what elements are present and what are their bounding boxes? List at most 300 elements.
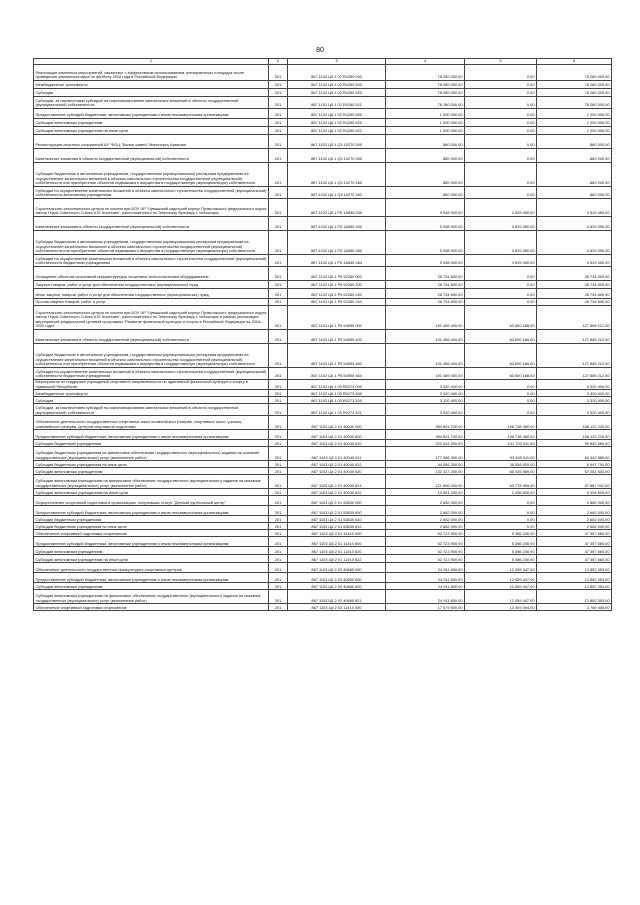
row-amount-total: 2 682 000,00: [386, 523, 465, 530]
row-code: 201: [269, 430, 288, 440]
row-amount-remaining: 3 320 400,00: [537, 390, 612, 397]
row-amount-remaining: 4 529 450,00: [537, 199, 612, 217]
row-kbk: 867 1102 Ц5 1 Q3 10270 000: [288, 135, 386, 149]
column-number: 2: [269, 59, 288, 65]
table-row: [34, 231, 612, 255]
row-amount-total: 9 058 900,00: [386, 199, 465, 217]
table-row: [34, 555, 612, 563]
table-row: [34, 523, 612, 530]
row-amount-remaining: 158 122 220,00: [537, 430, 612, 440]
table-row: [34, 119, 612, 127]
row-code: 201: [269, 330, 288, 344]
row-code: 201: [269, 299, 288, 306]
table-row: [34, 390, 612, 397]
row-name: Субсидии бюджетным учреждениям: [34, 516, 269, 523]
row-amount-remaining: 26 734 600,00: [537, 299, 612, 306]
row-kbk: 867 1102 Ц5 1 Q3 10270 462: [288, 187, 386, 199]
row-amount-executed: 0,00: [465, 127, 537, 135]
row-code: 201: [269, 563, 288, 573]
table-row: [34, 149, 612, 163]
row-kbk: 867 1102 Ц5 1 P5 52280 200: [288, 281, 386, 289]
row-amount-remaining: 26 734 600,00: [537, 281, 612, 289]
row-code: 201: [269, 461, 288, 468]
row-amount-executed: 5 366 240,00: [465, 547, 537, 555]
row-amount-executed: 0,00: [465, 65, 537, 81]
row-kbk: 867 1103 Ц5 2 02 40660 600: [288, 573, 386, 583]
row-amount-total: 880 000,00: [386, 149, 465, 163]
row-kbk: 867 1102 Ц5 1 02 R4260 500: [288, 81, 386, 89]
row-code: 201: [269, 530, 288, 537]
row-kbk: 867 1102 Ц6 1 03 R0273 521: [288, 404, 386, 416]
row-code: 201: [269, 199, 288, 217]
row-kbk: 867 1103 Ц5 2 02 40660 621: [288, 590, 386, 604]
row-code: 201: [269, 368, 288, 380]
row-amount-total: 24 911 800,00: [386, 573, 465, 583]
row-amount-remaining: 3 320 400,00: [537, 404, 612, 416]
page-number: 80: [316, 47, 324, 54]
table-row: [34, 583, 612, 590]
row-amount-executed: 12 059 447,00: [465, 590, 537, 604]
row-code: 201: [269, 289, 288, 299]
row-name: Субсидии бюджетным учреждениям на иные цели: [34, 523, 269, 530]
row-code: 201: [269, 149, 288, 163]
row-amount-executed: 0,00: [465, 380, 537, 390]
row-amount-executed: 12 059 447,00: [465, 573, 537, 583]
row-name: Субсидии автономным учреждениям: [34, 583, 269, 590]
row-amount-total: 121 666 000,00: [386, 475, 465, 489]
row-code: 201: [269, 306, 288, 330]
row-amount-total: 2 682 000,00: [386, 496, 465, 506]
row-amount-remaining: 47 357 660,00: [537, 530, 612, 537]
row-name: Субсидии автономным учреждениям на иные цели: [34, 489, 269, 496]
row-amount-remaining: 880 000,00: [537, 149, 612, 163]
row-amount-remaining: 47 357 660,00: [537, 537, 612, 547]
row-amount-executed: 63 600 188,00: [465, 330, 537, 344]
row-amount-executed: 0,00: [465, 289, 537, 299]
row-name: Субсидии автономным учреждениям на иные цели: [34, 127, 269, 135]
row-amount-executed: 93 645 411,00: [465, 447, 537, 461]
row-amount-remaining: 127 889 212,00: [537, 368, 612, 380]
table-row: [34, 537, 612, 547]
row-kbk: 867 1103 Ц5 2 01 40040 610: [288, 440, 386, 447]
row-amount-executed: 1 256 600,00: [465, 489, 537, 496]
row-kbk: 867 1102 Ц5 1 02 R4260 620: [288, 119, 386, 127]
row-amount-total: 354 801 700,00: [386, 416, 465, 430]
table-row: [34, 489, 612, 496]
row-amount-remaining: 1 000 000,00: [537, 109, 612, 119]
table-row: [34, 516, 612, 523]
table-row: [34, 404, 612, 416]
row-name: Прочая закупка товаров, работ и услуг: [34, 299, 269, 306]
row-kbk: 867 1103 Ц5 2 01 40040 600: [288, 430, 386, 440]
row-name: Субсидии автономным учреждениям: [34, 119, 269, 127]
row-amount-executed: 0,00: [465, 523, 537, 530]
row-amount-total: 3 320 400,00: [386, 397, 465, 404]
table-row: [34, 604, 612, 611]
row-amount-remaining: 26 734 600,00: [537, 267, 612, 281]
table-row: [34, 281, 612, 289]
table-row: [34, 380, 612, 390]
row-amount-total: 132 317 200,00: [386, 468, 465, 475]
row-code: 201: [269, 81, 288, 89]
row-name: Предоставление субсидий бюджетным, автономным учреждениям и иным некоммерческим организациям: [34, 506, 269, 516]
row-amount-executed: 12 059 447,00: [465, 563, 537, 573]
row-kbk: 867 1102 Ц5 1 02 R4260 520: [288, 89, 386, 97]
row-kbk: 867 1102 Ц5 1 P5 1А655 400: [288, 217, 386, 231]
row-name: Иные закупки товаров, работ и услуг для обеспечения государственных (муниципальных) нужд: [34, 289, 269, 299]
row-kbk: 867 1103 Ц5 2 01 53830 600: [288, 506, 386, 516]
row-amount-total: 78 280 000,00: [386, 81, 465, 89]
row-kbk: 867 1102 Ц5 1 P5 52280 244: [288, 299, 386, 306]
table-row: [34, 368, 612, 380]
row-kbk: 867 1103 Ц5 2 02 40660 620: [288, 583, 386, 590]
column-number: 4: [386, 59, 465, 65]
table-row: [34, 440, 612, 447]
table-row: [34, 89, 612, 97]
row-code: 201: [269, 547, 288, 555]
budget-table: [33, 58, 612, 611]
row-amount-total: 24 911 800,00: [386, 590, 465, 604]
row-name: Субсидии автономным учреждениям на иные цели: [34, 555, 269, 563]
row-name: Обеспечение деятельности государственных физкультурно-спортивных центров: [34, 563, 269, 573]
row-kbk: 867 1102 Ц5 1 02 R4260 600: [288, 109, 386, 119]
row-amount-total: 9 058 900,00: [386, 255, 465, 267]
row-amount-remaining: 2 682 000,00: [537, 506, 612, 516]
row-kbk: 867 1103 Ц5 2 01 40040 620: [288, 468, 386, 475]
table-row: [34, 109, 612, 119]
row-amount-remaining: 4 529 450,00: [537, 231, 612, 255]
row-kbk: 867 1102 Ц5 1 P5 1А655 464: [288, 255, 386, 267]
table-row: [34, 267, 612, 281]
row-name: Субсидии на осуществление капитальных вложений в объекты капитального строительства государственной (муниципальной) собственности автономным учреждениям: [34, 187, 269, 199]
row-amount-total: 52 723 900,00: [386, 547, 465, 555]
row-code: 201: [269, 516, 288, 523]
row-amount-remaining: 880 000,00: [537, 187, 612, 199]
row-code: 201: [269, 475, 288, 489]
row-amount-total: 880 000,00: [386, 135, 465, 149]
row-amount-total: 191 489 400,00: [386, 344, 465, 368]
row-code: 201: [269, 506, 288, 516]
row-kbk: 867 1102 Ц5 1 P5 1А655 000: [288, 199, 386, 217]
row-kbk: 867 1103 Ц5 2 02 40660 000: [288, 563, 386, 573]
row-amount-remaining: 880 000,00: [537, 135, 612, 149]
row-amount-remaining: 90 840 589,00: [537, 440, 612, 447]
row-amount-remaining: 4 529 450,00: [537, 255, 612, 267]
row-kbk: 867 1103 Ц5 2 01 11410 600: [288, 537, 386, 547]
table-row: [34, 97, 612, 109]
row-name: Строительство регионального центра по хоккею при БОУ ЧР "Чувашский кадетский корпус Приволжского федерального округа имени Героя Советского Союза А.В. Кочетова", расположенного по Эгерскому бульвару г. Чебоксары в рамках реализации мероприятий федеральной целевой программы "Развитие физической культуры и спорта в Российской Федерации на 2016–2020 годы": [34, 306, 269, 330]
row-code: 201: [269, 217, 288, 231]
row-amount-remaining: 3 769 406,00: [537, 604, 612, 611]
row-amount-total: 2 682 000,00: [386, 516, 465, 523]
row-name: Субсидии бюджетным и автономным учреждениям, государственным (муниципальным) унитарным предприятиям на осуществление капитальных вложений в объекты капитального строительства государственной (муниципальной) собственности или приобретение объектов недвижимого имущества в государственную (муниципальную) собственность: [34, 163, 269, 187]
row-name: Мероприятия по поддержке учреждений спортивной направленности по адаптивной физической культуре и спорту в Чувашской Республике: [34, 380, 269, 390]
row-kbk: 867 1102 Ц5 1 P5 1А655 460: [288, 231, 386, 255]
table-row: [34, 397, 612, 404]
row-name: Капитальные вложения в объекты государственной (муниципальной) собственности: [34, 149, 269, 163]
table-row: [34, 563, 612, 573]
row-kbk: 867 1102 Ц5 1 Q3 10270 400: [288, 149, 386, 163]
row-amount-remaining: 26 734 600,00: [537, 289, 612, 299]
row-kbk: 867 1103 Ц5 2 01 53830 612: [288, 523, 386, 530]
row-name: Реконструкция очистных сооружений АУ "ФОЦ "Белые камни" Минспорта Чувашии: [34, 135, 269, 149]
row-amount-executed: 63 600 188,00: [465, 368, 537, 380]
row-code: 201: [269, 187, 288, 199]
row-code: 201: [269, 523, 288, 530]
row-name: Реализация комплекса мероприятий, связанных с эффективным использованием тренировочных площадок после проведения чемпионата мира по футболу 2018 года в Российской Федерации: [34, 65, 269, 81]
row-amount-total: 191 489 400,00: [386, 306, 465, 330]
row-code: 201: [269, 97, 288, 109]
row-name: Оснащение объектов спортивной инфраструктуры спортивно-технологическим оборудованием: [34, 267, 269, 281]
row-amount-executed: 0,00: [465, 299, 537, 306]
row-amount-executed: 0,00: [465, 109, 537, 119]
row-kbk: 867 1102 Ц5 1 P5 54955 464: [288, 368, 386, 380]
table-row: [34, 163, 612, 187]
row-amount-executed: 0,00: [465, 397, 537, 404]
table-row: [34, 530, 612, 537]
row-kbk: 867 1102 Ц5 1 P5 52280 240: [288, 289, 386, 299]
table-row: [34, 81, 612, 89]
row-amount-total: 9 058 900,00: [386, 231, 465, 255]
row-amount-executed: 63 600 188,00: [465, 344, 537, 368]
row-name: Субсидии бюджетным учреждениям на финансовое обеспечение государственного (муниципального) задания на оказание государственных (муниципальных) услуг (выполнение работ): [34, 447, 269, 461]
table-row: [34, 506, 612, 516]
row-amount-remaining: 12 852 353,00: [537, 563, 612, 573]
row-code: 201: [269, 267, 288, 281]
table-row: [34, 447, 612, 461]
row-code: 201: [269, 231, 288, 255]
row-amount-remaining: 2 682 000,00: [537, 523, 612, 530]
row-amount-executed: 4 529 450,00: [465, 255, 537, 267]
row-amount-total: 191 489 400,00: [386, 368, 465, 380]
row-kbk: 867 1102 Ц5 1 Q3 10270 460: [288, 163, 386, 187]
row-code: 201: [269, 135, 288, 149]
row-code: 201: [269, 440, 288, 447]
row-kbk: 867 1103 Ц5 2 01 40040 622: [288, 489, 386, 496]
table-row: [34, 187, 612, 199]
row-code: 201: [269, 344, 288, 368]
row-code: 201: [269, 583, 288, 590]
row-amount-total: 26 734 600,00: [386, 299, 465, 306]
row-amount-remaining: 47 357 660,00: [537, 555, 612, 563]
table-row: [34, 573, 612, 583]
row-amount-executed: 5 366 240,00: [465, 537, 537, 547]
column-number: 1: [34, 59, 269, 65]
row-amount-remaining: 6 497 700,00: [537, 461, 612, 468]
row-amount-total: 26 734 600,00: [386, 267, 465, 281]
row-kbk: 867 1103 Ц5 2 01 40040 612: [288, 461, 386, 468]
row-amount-total: 17 079 500,00: [386, 604, 465, 611]
table-row: [34, 299, 612, 306]
table-row: [34, 590, 612, 604]
row-amount-total: 191 489 400,00: [386, 330, 465, 344]
row-amount-remaining: 127 889 212,00: [537, 306, 612, 330]
row-code: 201: [269, 119, 288, 127]
row-code: 201: [269, 404, 288, 416]
row-amount-executed: 63 778 969,00: [465, 475, 537, 489]
row-amount-total: 3 320 400,00: [386, 404, 465, 416]
row-code: 201: [269, 447, 288, 461]
row-amount-total: 1 000 000,00: [386, 109, 465, 119]
table-row: [34, 330, 612, 344]
table-row: [34, 475, 612, 489]
row-code: 201: [269, 397, 288, 404]
row-amount-total: 1 000 000,00: [386, 119, 465, 127]
row-name: Субсидии, за исключением субсидий на софинансирование капитальных вложений в объекты государственной (муниципальной) собственности: [34, 404, 269, 416]
row-amount-total: 10 651 200,00: [386, 489, 465, 496]
row-amount-executed: 0,00: [465, 149, 537, 163]
row-name: Межбюджетные трансферты: [34, 81, 269, 89]
row-amount-remaining: 47 357 660,00: [537, 547, 612, 555]
row-name: Субсидии автономным учреждениям: [34, 547, 269, 555]
row-code: 201: [269, 590, 288, 604]
row-amount-executed: 38 058 500,00: [465, 461, 537, 468]
column-number: 5: [465, 59, 537, 65]
row-amount-executed: 5 366 240,00: [465, 555, 537, 563]
row-code: 201: [269, 604, 288, 611]
row-amount-executed: 0,00: [465, 89, 537, 97]
row-name: Субсидии, за исключением субсидий на софинансирование капитальных вложений в объекты государственной (муниципальной) собственности: [34, 97, 269, 109]
table-row: [34, 135, 612, 149]
row-amount-total: 222 544 500,00: [386, 440, 465, 447]
row-amount-remaining: 158 122 220,00: [537, 416, 612, 430]
row-code: 201: [269, 255, 288, 267]
row-kbk: 867 1103 Ц5 2 01 11410 000: [288, 530, 386, 537]
row-amount-executed: 196 738 480,00: [465, 430, 537, 440]
row-amount-remaining: 2 682 000,00: [537, 496, 612, 506]
row-amount-executed: 0,00: [465, 496, 537, 506]
row-amount-executed: 0,00: [465, 97, 537, 109]
row-amount-total: 78 280 000,00: [386, 97, 465, 109]
row-name: Осуществление спортивной подготовки в организациях, получивших статус "Детский футбольный центр": [34, 496, 269, 506]
row-amount-total: 3 320 400,00: [386, 390, 465, 397]
row-amount-total: 52 723 900,00: [386, 555, 465, 563]
table-row: [34, 468, 612, 475]
row-amount-total: 78 280 000,00: [386, 65, 465, 81]
row-amount-remaining: 4 529 450,00: [537, 217, 612, 231]
row-name: Субсидии автономным учреждениям на финансовое обеспечение государственного (муниципального) задания на оказание государственных (муниципальных) услуг (выполнение работ): [34, 475, 269, 489]
row-amount-remaining: 127 889 212,00: [537, 344, 612, 368]
row-amount-executed: 0,00: [465, 119, 537, 127]
table-row: [34, 496, 612, 506]
row-kbk: 867 1103 Ц5 2 01 40040 611: [288, 447, 386, 461]
table-row: [34, 416, 612, 430]
row-kbk: 867 1102 Ц5 1 02 R4260 000: [288, 65, 386, 81]
row-code: 201: [269, 127, 288, 135]
row-kbk: 867 1102 Ц6 1 03 R0273 000: [288, 380, 386, 390]
row-amount-total: 26 734 600,00: [386, 281, 465, 289]
row-amount-executed: 0,00: [465, 390, 537, 397]
row-name: Субсидии на осуществление капитальных вложений в объекты капитального строительства государственной (муниципальной) собственности бюджетным учреждениям: [34, 255, 269, 267]
row-amount-remaining: 78 280 000,00: [537, 97, 612, 109]
row-code: 201: [269, 537, 288, 547]
row-kbk: 867 1102 Ц6 1 03 R0273 500: [288, 390, 386, 397]
row-amount-executed: 196 738 480,00: [465, 416, 537, 430]
row-name: Обеспечение спортивной подготовки спортсменов: [34, 604, 269, 611]
row-code: 201: [269, 489, 288, 496]
row-code: 201: [269, 163, 288, 187]
row-name: Субсидии: [34, 397, 269, 404]
row-kbk: 867 1102 Ц5 1 02 R4260 622: [288, 127, 386, 135]
row-name: Субсидии бюджетным учреждениям: [34, 440, 269, 447]
row-name: Субсидии бюджетным и автономным учреждениям, государственным (муниципальным) унитарным предприятиям на осуществление капитальных вложений в объекты капитального строительства государственной (муниципальной) собственности или приобретение объектов недвижимого имущества в государственную (муниципальную) собственность: [34, 344, 269, 368]
row-amount-total: 9 058 900,00: [386, 217, 465, 231]
row-kbk: 867 1103 Ц5 2 02 11410 000: [288, 604, 386, 611]
row-kbk: 867 1103 Ц5 2 01 11410 620: [288, 547, 386, 555]
table-row: [34, 199, 612, 217]
row-amount-remaining: 84 342 889,00: [537, 447, 612, 461]
row-kbk: 867 1102 Ц6 1 03 R0273 520: [288, 397, 386, 404]
row-amount-total: 880 000,00: [386, 187, 465, 199]
table-row: [34, 344, 612, 368]
table-row: [34, 127, 612, 135]
row-amount-remaining: 2 682 000,00: [537, 516, 612, 523]
row-amount-remaining: 3 320 400,00: [537, 397, 612, 404]
row-amount-executed: 4 529 450,00: [465, 231, 537, 255]
row-code: 201: [269, 555, 288, 563]
row-amount-executed: 5 366 240,00: [465, 530, 537, 537]
row-name: Субсидии бюджетным и автономным учреждениям, государственным (муниципальным) унитарным предприятиям на осуществление капитальных вложений в объекты капитального строительства государственной (муниципальной) собственности или приобретение объектов недвижимого имущества в государственную (муниципальную) собственность: [34, 231, 269, 255]
row-amount-remaining: 127 889 212,00: [537, 330, 612, 344]
row-amount-executed: 0,00: [465, 163, 537, 187]
row-name: Субсидии: [34, 89, 269, 97]
table-row: [34, 547, 612, 555]
row-code: 201: [269, 109, 288, 119]
row-kbk: 867 1102 Ц5 1 P5 54955 000: [288, 306, 386, 330]
column-number: 6: [537, 59, 612, 65]
row-code: 201: [269, 380, 288, 390]
row-amount-total: 52 723 900,00: [386, 537, 465, 547]
row-kbk: 867 1103 Ц5 2 01 40040 621: [288, 475, 386, 489]
row-name: Обеспечение спортивной подготовки спортсменов: [34, 530, 269, 537]
column-number: 3: [288, 59, 386, 65]
table-row: [34, 217, 612, 231]
row-name: Субсидии на осуществление капитальных вложений в объекты капитального строительства государственной (муниципальной) собственности бюджетным учреждениям: [34, 368, 269, 380]
row-amount-remaining: 57 887 031,00: [537, 475, 612, 489]
row-kbk: 867 1103 Ц5 2 01 40040 000: [288, 416, 386, 430]
row-kbk: 867 1103 Ц5 2 01 11410 622: [288, 555, 386, 563]
row-name: Субсидии бюджетным учреждениям на иные цели: [34, 461, 269, 468]
row-amount-remaining: 78 280 000,00: [537, 89, 612, 97]
row-amount-remaining: 1 000 000,00: [537, 127, 612, 135]
row-code: 201: [269, 281, 288, 289]
table-row: [34, 255, 612, 267]
row-amount-total: 26 734 600,00: [386, 289, 465, 299]
row-amount-remaining: 1 000 000,00: [537, 119, 612, 127]
row-code: 201: [269, 573, 288, 583]
row-amount-executed: 13 309 094,00: [465, 604, 537, 611]
row-amount-total: 24 911 800,00: [386, 583, 465, 590]
table-row: [34, 65, 612, 81]
row-amount-total: 44 556 200,00: [386, 461, 465, 468]
row-name: Предоставление субсидий бюджетным, автономным учреждениям и иным некоммерческим организациям: [34, 109, 269, 119]
row-amount-total: 1 000 000,00: [386, 127, 465, 135]
row-code: 201: [269, 89, 288, 97]
row-amount-remaining: 12 852 353,00: [537, 583, 612, 590]
row-name: Закупка товаров, работ и услуг для обеспечения государственных (муниципальных) нужд: [34, 281, 269, 289]
table-row: [34, 461, 612, 468]
row-name: Предоставление субсидий бюджетным, автономным учреждениям и иным некоммерческим организациям: [34, 573, 269, 583]
row-name: Капитальные вложения в объекты государственной (муниципальной) собственности: [34, 217, 269, 231]
table-row: [34, 430, 612, 440]
row-name: Межбюджетные трансферты: [34, 390, 269, 397]
row-amount-total: 177 988 300,00: [386, 447, 465, 461]
row-amount-executed: 4 529 450,00: [465, 217, 537, 231]
row-code: 201: [269, 468, 288, 475]
row-amount-remaining: 12 852 353,00: [537, 573, 612, 583]
row-code: 201: [269, 390, 288, 397]
row-amount-remaining: 78 280 000,00: [537, 65, 612, 81]
